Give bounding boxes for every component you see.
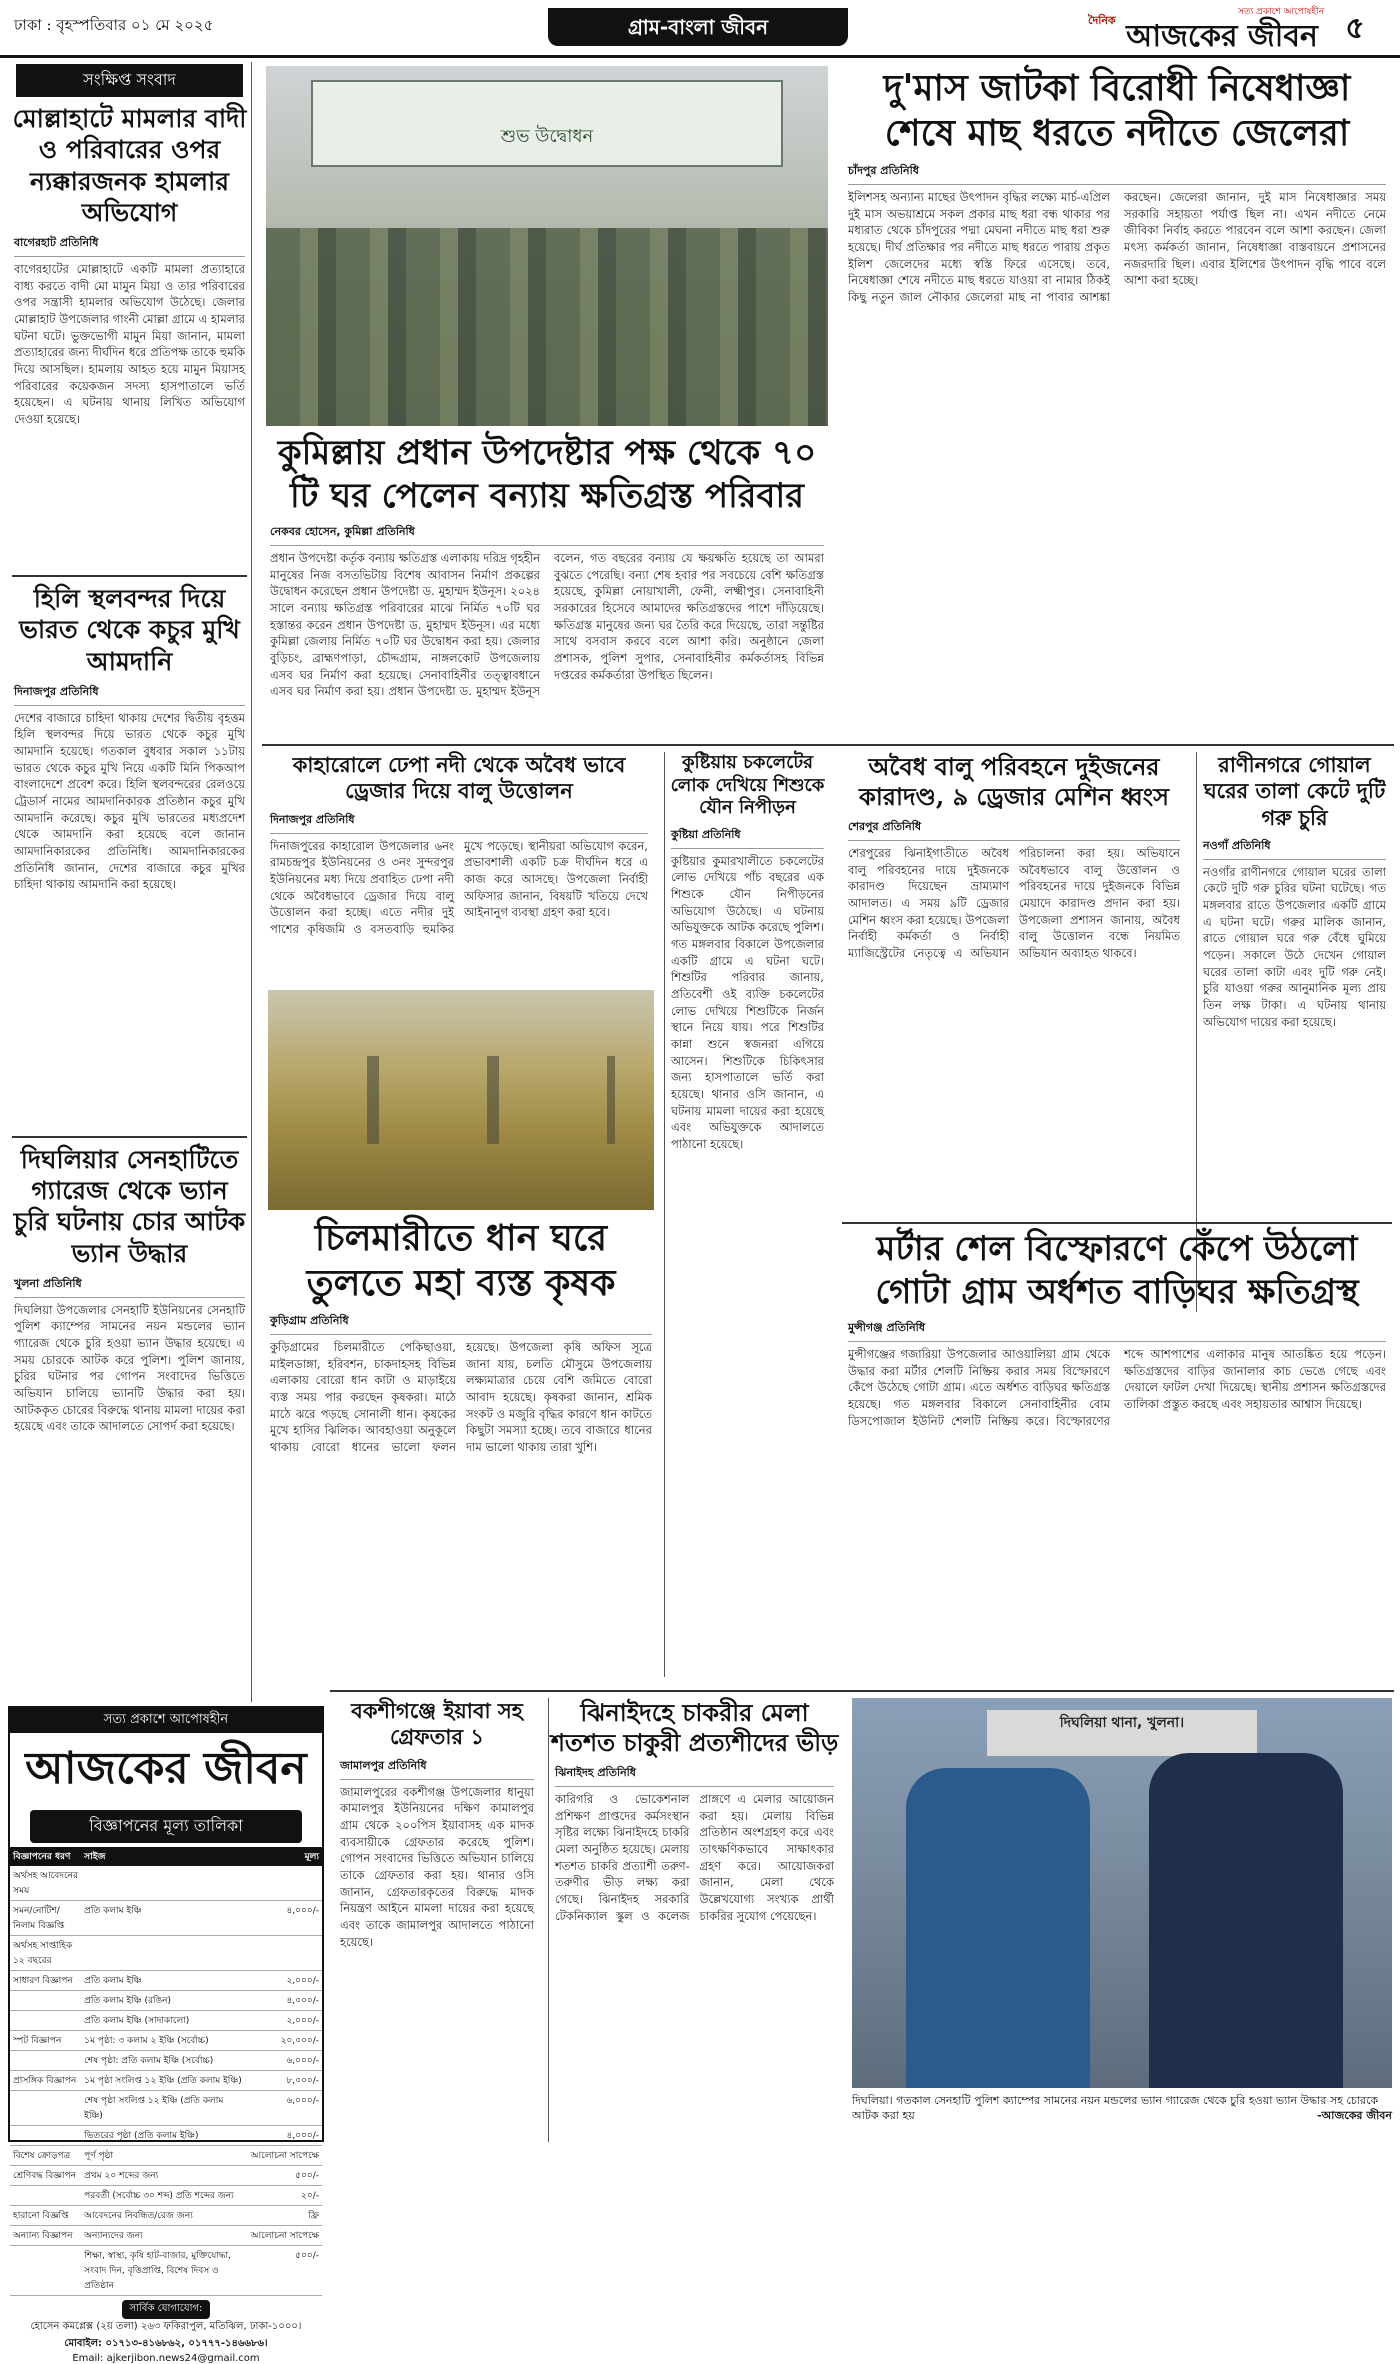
ad-size-cell: ১ম পৃষ্ঠা: ৩ কলাম ২ ইঞ্চি (সর্বোচ্চ) [81,2031,248,2051]
ad-price-cell: ফ্রি [248,2206,322,2226]
police-station-sign: দিঘলিয়া থানা, খুলনা। [987,1710,1257,1757]
ad-rate-row [10,1901,322,1936]
divider [330,1690,1394,1692]
ad-type-cell [10,1991,81,2011]
ad-price-cell: ৬,০০০/- [248,2091,322,2126]
ad-rate-row [10,2186,322,2206]
story-body: কারিগরি ও ভোকেশনাল প্রশিক্ষণ প্রাপ্তদের কর্মসংস্থান সৃষ্টির লক্ষ্যে ঝিনাইদহে চাকরি মেলা অনুষ্ঠিত হয়েছে। মেলায় শতশত চাকরি প্রত্যাশী তরুণ-তরুণীর ভীড় লক্ষ্য করা গেছে। ঝিনাইদহ সরকারি টেকনিক্যাল স্কুল ও কলেজ প্রাঙ্গণে এ মেলার আয়োজন করা হয়। মেলায় বিভিন্ন প্রতিষ্ঠান অংশগ্রহণ করে এবং তাৎক্ষণিকভাবে সাক্ষাৎকার গ্রহণ করে। আয়োজকরা জানান, মেলা থেকে উল্লেখযোগ্য সংখ্যক প্রার্থী চাকরির সুযোগ পেয়েছেন। [555,1792,834,1923]
ad-rate-row [10,2071,322,2091]
story-byline: দিনাজপুর প্রতিনিধি [270,811,648,834]
masthead-tagline: সত্য প্রকাশে আপোষহীন [1238,7,1325,17]
contact-address: হোসেন কমপ্লেক্স (২য় তলা) ২৬৩ ফকিরাপুল, মতিঝিল, ঢাকা-১০০০। [30,2321,302,2332]
ad-price-cell: ৪,০০০/- [248,1991,322,2011]
ad-rate-row [10,2011,322,2031]
story-headline[interactable]: মর্টার শেল বিস্ফোরণে কেঁপে উঠলো গোটা গ্রাম অর্ধশত বাড়িঘর ক্ষতিগ্রস্থ [875,1229,1359,1312]
ad-type-cell: স্পট বিজ্ঞাপন [10,2031,81,2051]
story-body: দিঘলিয়া উপজেলার সেনহাটি ইউনিয়নের সেনহাটি পুলিশ ক্যাম্পের সামনের নয়ন মন্ডলের ভ্যান গ্যারেজ থেকে চুরি হওয়া ভ্যান উদ্ধার হয়েছে। এ সময় চোরকে আটক করে পুলিশ। পুলিশ জানায়, চুরির ঘটনার পর গোপন সংবাদের ভিত্তিতে অভিযান চালিয়ে ভ্যানটি উদ্ধার করা হয়। আটককৃত চোরের বিরুদ্ধে থানায় মামলা দায়ের করা হয়েছে এবং তাকে আদালতে সোপর্দ করা হয়েছে। [14,1302,245,1434]
ad-type-cell: সমন/নোটিশ/নিলাম বিজ্ঞপ্তি [10,1901,81,1936]
story-headline[interactable]: চিলমারীতে ধান ঘরে তুলতে মহা ব্যস্ত কৃষক [306,1217,616,1304]
story-body: জামালপুরের বকশীগঞ্জ উপজেলার ধানুয়া কামালপুর ইউনিয়নের দক্ষিণ কামালপুর গ্রাম থেকে ২০০পিস ইয়াবাসহ এক মাদক ব্যবসায়ীকে গ্রেফতার করেছে পুলিশ। গোপন সংবাদের ভিত্তিতে অভিযান চালিয়ে তাকে গ্রেফতার করা হয়। থানার ওসি জানান, গ্রেফতারকৃতের বিরুদ্ধে মাদক নিয়ন্ত্রণ আইনে মামলা দায়ের করা হয়েছে এবং তাকে জামালপুর আদালতে পাঠানো হয়েছে। [340,1784,534,1949]
ad-rate-row [10,2206,322,2226]
ad-type-cell [10,2186,81,2206]
ad-size-cell: প্রতি কলাম ইঞ্চি [81,1971,248,1991]
story-headline[interactable]: মোল্লাহাটে মামলার বাদী ও পরিবারের ওপর ন্যক্কারজনক হামলার অভিযোগ [12,104,247,227]
ad-size-cell: শেষ পৃষ্ঠা: প্রতি কলাম ইঞ্চি (সর্বোচ্চ) [81,2051,248,2071]
ad-rate-row [10,2091,322,2126]
story-headline[interactable]: বকশীগঞ্জে ইয়াবা সহ গ্রেফতার ১ [351,1698,523,1750]
story-byline: কুষ্টিয়া প্রতিনিধি [671,826,824,849]
ad-col-header: বিজ্ঞাপনের ধরণ [10,1847,81,1866]
photo-suspect [906,1768,1090,2088]
ad-type-cell [10,2246,81,2296]
mortar-story [842,1222,1392,1678]
ad-type-cell [10,2011,81,2031]
jhenaidah-story [548,1698,840,2142]
contact-label: সার্বিক যোগাযোগ: [122,2300,211,2319]
story-byline: নওগাঁ প্রতিনিধি [1203,837,1386,860]
ad-size-cell [81,1866,248,1901]
ad-type-cell: হারানো বিজ্ঞপ্তি [10,2206,81,2226]
brief-news-column [8,62,252,1702]
ad-type-cell: প্রাসঙ্গিক বিজ্ঞাপন [10,2071,81,2091]
kaharol-story [264,752,654,992]
story-body: ইলিশসহ অন্যান্য মাছের উৎপাদন বৃদ্ধির লক্ষ্যে মার্চ-এপ্রিল দুই মাস অভয়াশ্রমে সকল প্রকার মাছ ধরা বন্ধ থাকার পর মধ্যরাত থেকে চাঁদপুরের পদ্মা মেঘনা নদীতে মাছ ধরা শুরু হয়েছে। দীর্ঘ প্রতিক্ষার পর নদীতে মাছ ধরতে পারায় প্রকৃত ইলিশ জেলেদের মধ্যে স্বস্তি ফিরে এসেছে। তবে, নিষেধাজ্ঞা শেষে নদীতে মাছ ধরতে যাওয়া বা নামার ঠিকই কিছু নতুন জাল নৌকার জেলেরা মাছ না পাবার আশঙ্কা করছেন। জেলেরা জানান, দুই মাস নিষেধাজ্ঞার সময় সরকারি সহায়তা পর্যাপ্ত ছিল না। এখন নদীতে নেমে জীবিকা নির্বাহ করতে পারবেন বলে আশা করছেন। জেলা মৎস্য কর্মকর্তা জানান, নিষেধাজ্ঞা বাস্তবায়নে প্রশাসনের নজরদারি ছিল। এবার ইলিশের উৎপাদন বৃদ্ধি পাবে বলে আশা করা হচ্ছে। [848,190,1386,305]
divider [262,744,1394,746]
ad-type-cell: অন্যান্য বিজ্ঞাপন [10,2226,81,2246]
story-body: কুষ্টিয়ার কুমারখালীতে চকলেটের লোভ দেখিয়ে পাঁচ বছরের এক শিশুকে যৌন নিপীড়নের অভিযোগ উঠেছে। এ ঘটনায় অভিযুক্তকে আটক করেছে পুলিশ। গত মঙ্গলবার বিকালে উপজেলার একটি গ্রামে এ ঘটনা ঘটে। শিশুটির পরিবার জানায়, প্রতিবেশী ওই ব্যক্তি চকলেটের লোভ দেখিয়ে শিশুটিকে নির্জন স্থানে নিয়ে যায়। পরে শিশুটির কান্না শুনে স্বজনরা এগিয়ে আসেন। শিশুটিকে চিকিৎসার জন্য হাসপাতালে ভর্তি করা হয়েছে। থানার ওসি জানান, এ ঘটনায় মামলা দায়ের করা হয়েছে এবং অভিযুক্তকে আদালতে পাঠানো হয়েছে। [671,853,824,1151]
ad-rate-table [10,1847,322,2296]
photo-group [266,228,828,426]
masthead-logo [1088,12,1318,63]
story-byline: শেরপুর প্রতিনিধি [848,818,1180,841]
ad-size-cell: প্রথম ২০ শব্দের জন্য [81,2166,248,2186]
ad-size-cell: অন্যান্যদের জন্য [81,2226,248,2246]
ad-price-cell: ২০/- [248,2186,322,2206]
ad-type-cell: অর্থসহ আবেদনের সময় [10,1866,81,1901]
ad-rate-row [10,2051,322,2071]
ad-col-header: সাইজ [81,1847,248,1866]
ad-rate-row [10,2226,322,2246]
story-body: কুড়িগ্রামের চিলমারীতে পেকিছাওয়া, মাইলডাঙ্গা, হরিবশন, চাকদাহসহ বিভিন্ন এলাকায় বোরো ধান কাটা ও মাড়াইয়ে ব্যস্ত সময় পার করছেন কৃষকরা। মাঠে মাঠে ঝরে পড়ছে সোনালী ধান। কৃষকের মুখে হাসির ঝিলিক। আবহাওয়া অনুকূলে থাকায় বোরো ধানের ভালো ফলন হয়েছে। উপজেলা কৃষি অফিস সূত্রে জানা যায়, চলতি মৌসুমে উপজেলায় লক্ষ্যমাত্রার চেয়ে বেশি জমিতে বোরো আবাদ হয়েছে। কৃষকরা জানান, শ্রমিক সংকট ও মজুরি বৃদ্ধির কারণে ধান কাটতে কিছুটা সমস্যা হচ্ছে। তবে বাজারে ধানের দাম ভালো থাকায় তারা খুশি। [270,1340,652,1455]
ad-size-cell: প্রতি কলাম ইঞ্চি [81,1901,248,1936]
story-byline: নেকবর হোসেন, কুমিল্লা প্রতিনিধি [270,523,824,546]
ad-type-cell: বিশেষ ক্রোড়পত্র [10,2146,81,2166]
ad-price-cell: ৫০০/- [248,2246,322,2296]
ad-size-cell: শিক্ষা, স্বাস্থ্য, কৃষি হাট-বাজার, মুক্তিযোদ্ধা, সংবাদ দিন, বৃত্তিপ্রাপ্তি, বিশেষ দিবস ও প্রতিষ্ঠান [81,2246,248,2296]
ad-size-cell: পূর্ণ পৃষ্ঠা [81,2146,248,2166]
ad-price-cell: ৪,০০০/- [248,1901,322,1936]
ad-logo: আজকের জীবন [25,1743,307,1794]
story-body: নওগাঁর রাণীনগরে গোয়াল ঘরের তালা কেটে দুটি গরু চুরির ঘটনা ঘটেছে। গত মঙ্গলবার রাতে উপজেলার একটি গ্রামে এ ঘটনা ঘটে। গরুর মালিক জানান, রাতে গোয়াল ঘরে গরু বেঁধে ঘুমিয়ে পড়েন। সকালে উঠে দেখেন গোয়াল ঘরের তালা কাটা এবং দুটি গরু নেই। চুরি যাওয়া গরুর আনুমানিক মূল্য প্রায় তিন লক্ষ টাকা। এ ঘটনায় থানায় অভিযোগ দায়ের করা হয়েছে। [1203,864,1386,1029]
story-byline: জামালপুর প্রতিনিধি [340,1757,534,1780]
ad-price-cell: ৮,০০০/- [248,2071,322,2091]
ad-type-cell [10,2051,81,2071]
story-body: বাগেরহাটের মোল্লাহাটে একটি মামলা প্রত্যাহারে বাধ্য করতে বাদী মো মামুন মিয়া ও তার পরিবারের ওপর সন্ত্রাসী হামলার অভিযোগ উঠেছে। জেলার মোল্লাহাট উপজেলার গাংনী মোল্লা গ্রামে এ হামলার ঘটনা ঘটে। ভুক্তভোগী মামুন মিয়া জানান, মামলা প্রত্যাহারের জন্য দীর্ঘদিন ধরে প্রতিপক্ষ তাকে হুমকি দিয়ে আসছিল। হামলায় আহত হয়ে মামুন মিয়াসহ পরিবারের কয়েকজন সদস্য হাসপাতালে ভর্তি হয়েছেন। এ ঘটনায় থানায় লিখিত অভিযোগ দেওয়া হয়েছে। [14,262,245,427]
cumilla-photo [266,66,828,426]
ad-rate-row [10,2031,322,2051]
ad-rate-row [10,1971,322,1991]
ad-size-cell: পরবর্তী (সর্বোচ্চ ৩০ শব্দ) প্রতি শব্দের জন্য [81,2186,248,2206]
chilmari-story [264,1216,658,1682]
story-headline[interactable]: ঝিনাইদহে চাকরীর মেলা শতশত চাকুরী প্রত্যশীদের ভীড় [550,1698,839,1757]
story-byline: খুলনা প্রতিনিধি [14,1275,245,1298]
story-byline: বাগেরহাট প্রতিনিধি [14,234,245,257]
ad-rate-row [10,2126,322,2146]
cumilla-story [264,432,830,732]
ad-size-cell: ভিতরের পৃষ্ঠা (প্রতি কলাম ইঞ্চি) [81,2126,248,2146]
story-byline: দিনাজপুর প্রতিনিধি [14,683,245,706]
arrest-photo [852,1698,1392,2088]
ad-rate-box [8,1706,324,2364]
photo-banner-text: শুভ উদ্বোধন [500,126,594,148]
photo-officer [1149,1753,1343,2088]
story-headline[interactable]: কাহারোলে ঢেপা নদী থেকে অবৈধ ভাবে ড্রেজার দিয়ে বালু উত্তোলন [292,752,626,804]
ad-size-cell: প্রতি কলাম ইঞ্চি (রঙিন) [81,1991,248,2011]
ad-price-cell: আলোচনা সাপেক্ষে [248,2146,322,2166]
ad-rate-row [10,2246,322,2296]
photo-farmers [307,1056,616,1144]
story-body: মুন্সীগঞ্জের গজারিয়া উপজেলার আওয়ালিয়া গ্রাম থেকে উদ্ধার করা মর্টার শেলটি নিষ্ক্রিয় করার সময় বিস্ফোরণে কেঁপে উঠেছে গোটা গ্রাম। এতে অর্ধশত বাড়িঘর ক্ষতিগ্রস্ত হয়েছে। গত মঙ্গলবার বিকালে সেনাবাহিনীর বোম ডিসপোজাল ইউনিট শেলটি নিষ্ক্রিয় করে। বিস্ফোরণের শব্দে আশপাশের এলাকার মানুষ আতঙ্কিত হয়ে পড়েন। ক্ষতিগ্রস্তদের বাড়ির জানালার কাচ ভেঙে গেছে এবং দেয়ালে ফাটল দেখা দিয়েছে। স্থানীয় প্রশাসন ক্ষতিগ্রস্তদের তালিকা প্রস্তুত করছে এবং সহায়তার আশ্বাস দিয়েছে। [848,1347,1386,1428]
story-body: দিনাজপুরের কাহারোল উপজেলার ৬নং রামচন্দ্রপুর ইউনিয়নের ও ৩নং সুন্দরপুর ইউনিয়নের মধ্য দিয়ে প্রবাহিত ঢেপা নদী থেকে অবৈধভাবে ড্রেজার দিয়ে বালু উত্তোলন করা হচ্ছে। এতে নদীর দুই পাশের কৃষিজমি ও বসতবাড়ি হুমকির মুখে পড়েছে। স্থানীয়রা অভিযোগ করেন, প্রভাবশালী একটি চক্র দীর্ঘদিন ধরে এ কাজ করে আসছে। উপজেলা নির্বাহী অফিসার জানান, বিষয়টি খতিয়ে দেখে আইনানুগ ব্যবস্থা গ্রহণ করা হবে। [270,838,648,936]
ad-contact [10,2300,322,2364]
story-byline: ঝিনাইদহ প্রতিনিধি [555,1764,834,1787]
issue-date: ঢাকা : বৃহস্পতিবার ০১ মে ২০২৫ [14,16,214,34]
ad-type-cell: সাধারণ বিজ্ঞাপন [10,1971,81,1991]
jhatka-story [842,62,1392,750]
story-body: প্রধান উপদেষ্টা কর্তৃক বন্যায় ক্ষতিগ্রস্ত এলাকায় দরিদ্র গৃহহীন মানুষের নিজ বসতভিটায় বিশেষ আবাসন নির্মাণ প্রকল্পের উদ্বোধন করেছেন প্রধান উপদেষ্টা ড. মুহাম্মদ ইউনূস। ২০২৪ সালে বন্যায় ক্ষতিগ্রস্ত পরিবারের মাঝে নির্মিত ৭০টি ঘর হস্তান্তর করেন প্রধান উপদেষ্টা ড. মুহাম্মদ ইউনূস। এর মধ্যে কুমিল্লা জেলায় নির্মিত ৭০টি ঘর উদ্বোধন করা হয়। জেলার বুড়িচং, ব্রাহ্মণপাড়া, চৌদ্দগ্রাম, নাঙ্গলকোট উপজেলায় এসব ঘর নির্মাণ করা হয়েছে। সেনাবাহিনীর তত্ত্বাবধানে এসব ঘর নির্মাণ করা হয়। প্রধান উপদেষ্টা ড. মুহাম্মদ ইউনূস বলেন, গত বছরের বন্যায় যে ক্ষয়ক্ষতি হয়েছে তা আমরা বুঝতে পেরেছি। বন্যা শেষ হবার পর সবচেয়ে বেশি ক্ষতিগ্রস্ত হয়েছে, কুমিল্লা নোয়াখালী, ফেনী, লক্ষ্মীপুর। সেনাবাহিনী সরকারের হিসেবে আমাদের ক্ষতিগ্রস্তদের পাশে দাঁড়িয়েছে। ক্ষতিগ্রস্ত মানুষের জন্য ঘর তৈরি করে দিয়েছে, তারা সন্তুষ্টির সাথে বসবাস করবে বলে আশা করি। অনুষ্ঠানে জেলা প্রশাসক, পুলিশ সুপার, সেনাবাহিনীর কর্মকর্তাসহ বিভিন্ন দপ্তরের কর্মকর্তারা উপস্থিত ছিলেন। [270,551,824,699]
story-headline[interactable]: হিলি স্থলবন্দর দিয়ে ভারত থেকে কচুর মুখি আমদানি [19,584,240,676]
ad-price-cell: ২,০০০/- [248,1971,322,1991]
masthead-logo-text: আজকের জীবন [1126,19,1318,54]
ad-type-cell: অর্থসহ সাপ্তাহিক ১২ বছরের [10,1936,81,1971]
story-headline[interactable]: রাণীনগরে গোয়াল ঘরের তালা কেটে দুটি গরু চুরি [1203,752,1386,830]
page-number: ৫ [1345,11,1365,46]
ad-price-cell: ৫০০/- [248,2166,322,2186]
story-headline[interactable]: দু'মাস জাটকা বিরোধী নিষেধাজ্ঞা শেষে মাছ ধরতে নদীতে জেলেরা [883,67,1351,154]
masthead-logo-small: দৈনিক [1088,14,1116,27]
divider [12,575,247,577]
divider [12,1136,247,1138]
story-byline: মুন্সীগঞ্জ প্রতিনিধি [848,1319,1386,1342]
ad-size-cell: প্রতি কলাম ইঞ্চি (সাদাকালো) [81,2011,248,2031]
ad-price-cell: আলোচনা সাপেক্ষে [248,2226,322,2246]
story-headline[interactable]: অবৈধ বালু পরিবহনে দুইজনের কারাদণ্ড, ৯ ড্রেজার মেশিন ধ্বংস [859,752,1169,811]
ad-rate-row [10,1866,322,1901]
ad-size-cell [81,1936,248,1971]
ad-col-header: মূল্য [248,1847,322,1866]
ad-type-cell [10,2126,81,2146]
ad-type-cell [10,2091,81,2126]
story-headline[interactable]: কুষ্টিয়ায় চকলেটের লোক দেখিয়ে শিশুকে যৌন নিপীড়ন [670,752,825,818]
ad-price-cell [248,1936,322,1971]
contact-phone: মোবাইল: ০১৭১৩-৪১৬৮৬২, ০১৭৭৭-১৪৬৬৮৬। [64,2338,268,2349]
ad-price-cell: ২,০০০/- [248,2011,322,2031]
story-byline: কুড়িগ্রাম প্রতিনিধি [270,1312,652,1335]
ad-price-cell: ৪,০০০/- [248,2126,322,2146]
ad-size-cell: শেষ পৃষ্ঠা সংলিপ্ত ১২ ইঞ্চি (প্রতি কলাম ইঞ্চি) [81,2091,248,2126]
section-title: গ্রাম-বাংলা জীবন [548,8,848,46]
ad-tagline: সত্য প্রকাশে আপোষহীন [10,1708,322,1733]
ad-rate-row [10,1936,322,1971]
story-headline[interactable]: কুমিল্লায় প্রধান উপদেষ্টার পক্ষ থেকে ৭০ টি ঘর পেলেন বন্যায় ক্ষতিগ্রস্ত পরিবার [277,433,817,516]
ad-title: বিজ্ঞাপনের মূল্য তালিকা [30,1810,302,1843]
contact-email[interactable]: Email: ajkerjibon.news24@gmail.com [72,2353,260,2364]
arrest-photo-caption [852,2094,1392,2142]
ad-size-cell: ১ম পৃষ্ঠা সংলিপ্ত ১২ ইঞ্চি (প্রতি কলাম ইঞ্চি) [81,2071,248,2091]
story-body: দেশের বাজারে চাহিদা থাকায় দেশের দ্বিতীয় বৃহত্তম হিলি স্থলবন্দর দিয়ে ভারত থেকে কচুর মুখি আমদানি হয়েছে। গতকাল বুধবার সকাল ১১টায় ভারত থেকে কচুর মুখি নিয়ে একটি মিনি পিকআপ বাংলাদেশে প্রবেশ করে। হিলি স্থলবন্দরের রেলওয়ে ট্রেডার্স নামের আমদানিকারক প্রতিষ্ঠান কচুর মুখি আমদানি করেছে। কচুর মুখি ভারতের মধ্যপ্রদেশ থেকে আমদানি করা হয়েছে বলে জানান আমদানিকারকের প্রতিনিধি। আমদানিকারকের প্রতিনিধি জানান, দেশের বাজারে কচুর মুখির চাহিদা থাকায় আমদানি করা হয়েছে। [14,710,245,892]
page-header [0,0,1400,58]
rice-field-photo [268,990,654,1210]
bakshiganj-story [334,1698,540,2142]
photo-banner [311,80,783,166]
caption-credit: -আজকের জীবন [1317,2108,1392,2122]
ad-rate-row [10,2166,322,2186]
brief-news-title: সংক্ষিপ্ত সংবাদ [16,64,243,97]
ad-rate-row [10,2146,322,2166]
ad-type-cell: শ্রেণিবদ্ধ বিজ্ঞাপন [10,2166,81,2186]
ad-price-cell: ৬,০০০/- [248,2051,322,2071]
ad-price-cell: ২০,০০০/- [248,2031,322,2051]
ad-rate-row [10,1991,322,2011]
kushtia-story [664,752,830,1677]
ad-size-cell: আবেদনের নিবন্ধিত/রেজ জন্য [81,2206,248,2226]
story-byline: চাঁদপুর প্রতিনিধি [848,162,1386,185]
ad-price-cell [248,1866,322,1901]
story-body: শেরপুরের ঝিনাইগাতীতে অবৈধ বালু পরিবহনের দায়ে দুইজনকে কারাদণ্ড দিয়েছেন ভ্রাম্যমাণ আদালত। এ সময় ৯টি ড্রেজার মেশিন ধ্বংস করা হয়েছে। উপজেলা নির্বাহী কর্মকর্তা ও নির্বাহী ম্যাজিস্ট্রেটের নেতৃত্বে এ অভিযান পরিচালনা করা হয়। অভিযানে অবৈধভাবে বালু উত্তোলন ও পরিবহনের দায়ে দুইজনকে বিভিন্ন মেয়াদে কারাদণ্ড প্রদান করা হয়। উপজেলা প্রশাসন জানায়, অবৈধ বালু উত্তোলন বন্ধে নিয়মিত অভিযান অব্যাহত থাকবে। [848,846,1180,961]
story-headline[interactable]: দিঘলিয়ার সেনহাটিতে গ্যারেজ থেকে ভ্যান চুরি ঘটনায় চোর আটক ভ্যান উদ্ধার [13,1144,246,1268]
caption-text: দিঘলিয়া। গতকাল সেনহাটি পুলিশ ক্যাম্পের সামনের নয়ন মন্ডলের ভ্যান গ্যারেজ থেকে চুরি হওয়া ভ্যান উদ্ধার সহ চোরকে আটক করা হয় [852,2094,1379,2122]
